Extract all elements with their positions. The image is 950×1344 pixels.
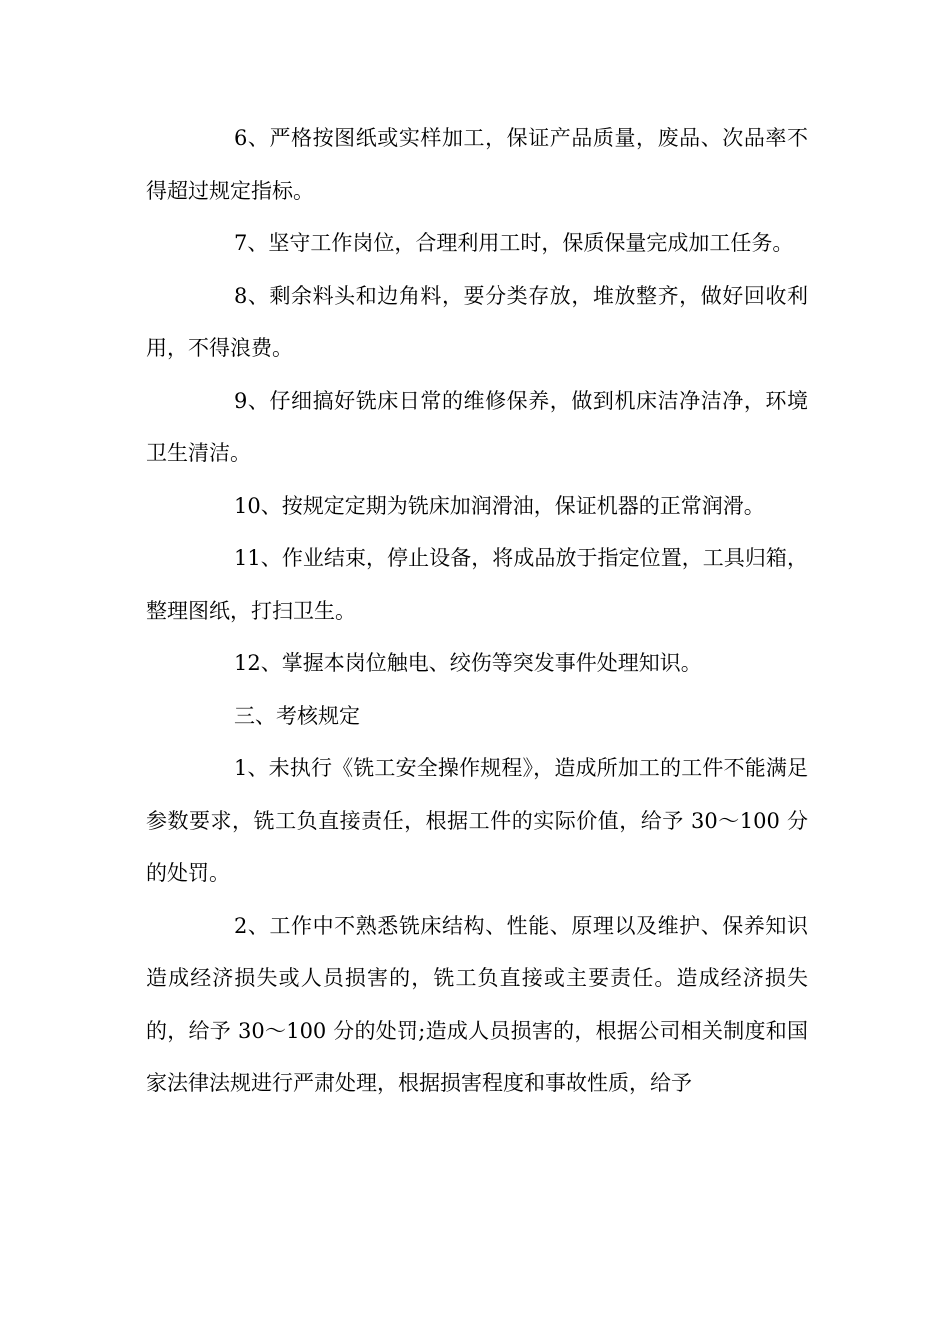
paragraph-item-6: 6、严格按图纸或实样加工，保证产品质量，废品、次品率不得超过规定指标。 [146,126,808,203]
paragraph-item-11: 11、作业结束，停止设备，将成品放于指定位置，工具归箱，整理图纸，打扫卫生。 [146,546,808,623]
paragraph-item-7: 7、坚守工作岗位，合理利用工时，保质保量完成加工任务。 [234,231,794,255]
paragraph-item-8: 8、剩余料头和边角料，要分类存放，堆放整齐，做好回收利用，不得浪费。 [146,283,808,360]
paragraph-item-12: 12、掌握本岗位触电、绞伤等突发事件处理知识。 [234,651,702,675]
paragraph-item-9: 9、仔细搞好铣床日常的维修保养，做到机床洁净洁净，环境卫生清洁。 [146,388,808,465]
section-heading-assessment: 三、考核规定 [234,703,360,728]
assessment-item-2: 2、工作中不熟悉铣床结构、性能、原理以及维护、保养知识造成经济损失或人员损害的，铣工负直接或主要责任。造成经济损失的，给予 30～100 分的处罚;造成人员损害的，根据公司相关制度和国家法律法规进行严肃处理，根据损害程度和事故性质，给予 [146,913,808,1095]
paragraph-item-10: 10、按规定定期为铣床加润滑油，保证机器的正常润滑。 [234,493,765,518]
document-body [146,112,808,1110]
assessment-item-1: 1、未执行《铣工安全操作规程》，造成所加工的工件不能满足参数要求，铣工负直接责任，根据工件的实际价值，给予 30～100 分的处罚。 [146,756,808,885]
